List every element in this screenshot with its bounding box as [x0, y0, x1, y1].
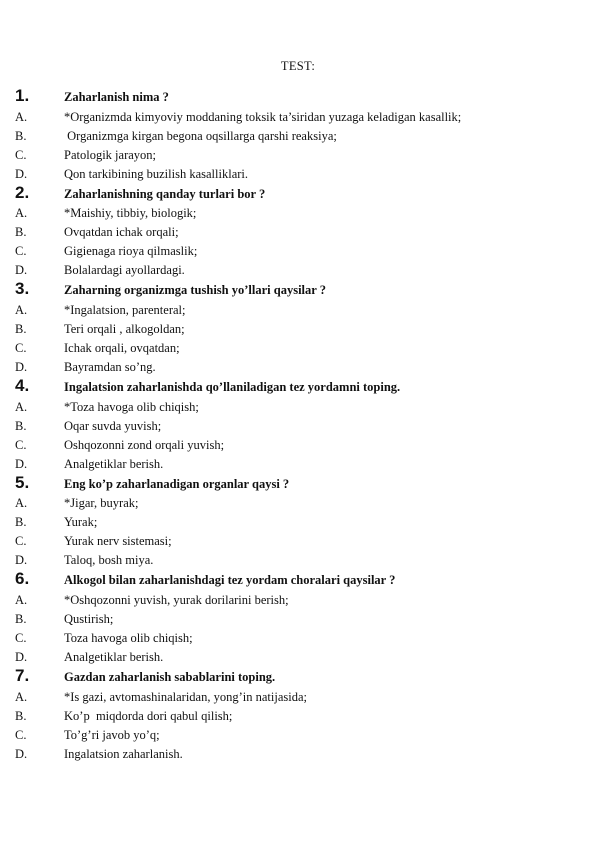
option-letter: A.	[15, 399, 28, 414]
option-letter: C.	[15, 437, 27, 452]
option-letter: B.	[15, 322, 27, 337]
option-text: Analgetiklar berish.	[64, 456, 164, 471]
question-number: 3.	[15, 279, 30, 299]
option-letter: C.	[15, 631, 27, 646]
question-text: Zaharlanishning qanday turlari bor ?	[64, 186, 266, 201]
answer-option	[0, 628, 596, 647]
option-text: Teri orqali , alkogoldan;	[64, 322, 185, 337]
answer-option	[0, 416, 596, 435]
option-letter: D.	[15, 746, 28, 761]
option-text: Ichak orqali, ovqatdan;	[64, 341, 180, 356]
option-text: Oshqozonni zond orqali yuvish;	[64, 437, 225, 452]
answer-option	[0, 493, 596, 512]
question-text: Zaharning organizmga tushish yo’llari qaysilar ?	[64, 283, 326, 298]
option-text: *Ingalatsion, parenteral;	[64, 303, 186, 318]
option-text: Patologik jarayon;	[64, 147, 156, 162]
question-number: 5.	[15, 472, 30, 492]
answer-option	[0, 687, 596, 706]
answer-option	[0, 203, 596, 222]
answer-option	[0, 126, 596, 145]
option-text: Qon tarkibining buzilish kasalliklari.	[64, 166, 248, 181]
option-text: Yurak nerv sistemasi;	[64, 534, 172, 549]
option-text: *Toza havoga olib chiqish;	[64, 399, 199, 414]
question-number: 7.	[15, 666, 30, 686]
answer-option	[0, 222, 596, 241]
question-row	[0, 473, 596, 494]
option-text: Bayramdan so’ng.	[64, 360, 156, 375]
page-title: TEST:	[280, 59, 316, 73]
option-letter: B.	[15, 128, 27, 143]
option-text: To’g’ri javob yo’q;	[64, 727, 160, 742]
option-letter: D.	[15, 650, 28, 665]
answer-option	[0, 725, 596, 744]
question-text: Eng ko’p zaharlanadigan organlar qaysi ?	[64, 476, 290, 491]
question-number: 1.	[15, 86, 30, 105]
answer-option	[0, 338, 596, 357]
option-text: *Organizmda kimyoviy moddaning toksik ta’siridan yuzaga keladigan kasallik;	[64, 109, 462, 124]
option-text: Yurak;	[64, 515, 98, 530]
question-text: Ingalatsion zaharlanishda qo’llaniladigan tez yordamni toping.	[64, 380, 401, 395]
answer-option	[0, 319, 596, 338]
answer-option	[0, 550, 596, 569]
option-letter: C.	[15, 727, 27, 742]
answer-option	[0, 454, 596, 473]
question-row	[0, 666, 596, 687]
option-letter: C.	[15, 244, 27, 259]
option-text: *Maishiy, tibbiy, biologik;	[64, 206, 197, 221]
option-letter: D.	[15, 553, 28, 568]
option-text: Organizmga kirgan begona oqsillarga qarshi reaksiya;	[64, 128, 337, 143]
option-letter: A.	[15, 206, 28, 221]
question-text: Zaharlanish nima ?	[64, 90, 169, 104]
question-number: 2.	[15, 182, 30, 202]
option-text: Gigienaga rioya qilmaslik;	[64, 244, 198, 259]
answer-option	[0, 357, 596, 376]
option-letter: C.	[15, 147, 27, 162]
answer-option	[0, 241, 596, 260]
option-text: *Jigar, buyrak;	[64, 496, 139, 511]
option-text: Bolalardagi ayollardagi.	[64, 263, 185, 278]
option-text: Ovqatdan ichak orqali;	[64, 225, 179, 240]
option-letter: A.	[15, 689, 28, 704]
option-letter: B.	[15, 225, 27, 240]
answer-option	[0, 107, 596, 126]
option-text: Qustirish;	[64, 612, 114, 627]
option-letter: B.	[15, 418, 27, 433]
option-text: Oqar suvda yuvish;	[64, 418, 162, 433]
question-text: Gazdan zaharlanish sabablarini toping.	[64, 670, 276, 685]
answer-option	[0, 647, 596, 666]
question-number: 4.	[15, 376, 30, 396]
option-text: Ingalatsion zaharlanish.	[64, 746, 183, 761]
answer-option	[0, 397, 596, 416]
answer-option	[0, 300, 596, 319]
answer-option	[0, 531, 596, 550]
answer-option	[0, 706, 596, 725]
answer-option	[0, 609, 596, 628]
question-row	[0, 569, 596, 590]
option-letter: D.	[15, 263, 28, 278]
question-text: Alkogol bilan zaharlanishdagi tez yordam choralari qaysilar ?	[64, 573, 396, 588]
option-text: Analgetiklar berish.	[64, 650, 164, 665]
option-letter: D.	[15, 166, 28, 181]
option-letter: B.	[15, 612, 27, 627]
answer-option	[0, 744, 596, 763]
option-letter: A.	[15, 496, 28, 511]
option-letter: C.	[15, 534, 27, 549]
answer-option	[0, 435, 596, 454]
option-text: Toza havoga olib chiqish;	[64, 631, 193, 646]
answer-option	[0, 164, 596, 183]
answer-option	[0, 590, 596, 609]
answer-option	[0, 260, 596, 279]
option-text: Taloq, bosh miya.	[64, 553, 154, 568]
question-row	[0, 279, 596, 300]
option-letter: A.	[15, 109, 28, 124]
question-row	[0, 376, 596, 397]
question-row	[0, 86, 596, 107]
option-letter: D.	[15, 360, 28, 375]
option-letter: C.	[15, 341, 27, 356]
option-letter: A.	[15, 593, 28, 608]
option-letter: B.	[15, 708, 27, 723]
answer-option	[0, 145, 596, 164]
question-list	[0, 86, 596, 763]
option-letter: A.	[15, 303, 28, 318]
answer-option	[0, 512, 596, 531]
option-letter: D.	[15, 456, 28, 471]
option-letter: B.	[15, 515, 27, 530]
question-row	[0, 183, 596, 204]
option-text: *Is gazi, avtomashinalaridan, yong’in natijasida;	[64, 689, 307, 704]
option-text: *Oshqozonni yuvish, yurak dorilarini berish;	[64, 593, 289, 608]
question-number: 6.	[15, 569, 30, 589]
option-text: Ko’p miqdorda dori qabul qilish;	[64, 708, 233, 723]
